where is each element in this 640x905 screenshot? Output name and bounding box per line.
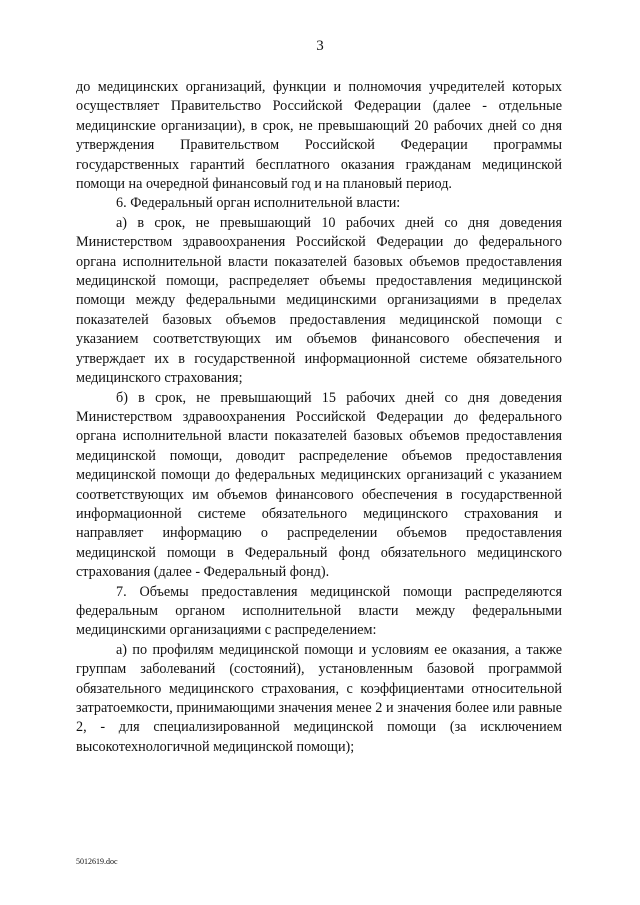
page-number: 3: [316, 38, 324, 54]
paragraph-section-7a: а) по профилям медицинской помощи и условиям ее оказания, а также группам заболеваний (состояний), установленным базовой программой обязательного медицинского страхования, с коэффициентами относительной затратоемкости, принимающими значения менее 2 и значения более или равные 2, - для специализированной медицинской помощи (за исключением высокотехнологичной медицинской помощи);: [76, 641, 562, 755]
paragraph-section-6a: а) в срок, не превышающий 10 рабочих дней со дня доведения Министерством здравоохранения Российской Федерации до федерального органа исполнительной власти показателей базовых объемов предоставления медицинской помощи, распределяет объемы предоставления медицинской помощи между федеральными медицинскими организациями в пределах показателей базовых объемов предоставления медицинской помощи с указанием соответствующих им объемов финансового обеспечения и утверждает их в государственной информационной системе обязательного медицинского страхования;: [76, 214, 562, 387]
paragraph-section-6: 6. Федеральный орган исполнительной власти:: [116, 195, 401, 212]
paragraph-section-7: 7. Объемы предоставления медицинской помощи распределяются федеральным органом исполнительной власти между федеральными медицинскими организациями с распределением:: [76, 583, 562, 639]
document-body: [76, 78, 562, 757]
paragraph-section-6b: б) в срок, не превышающий 15 рабочих дней со дня доведения Министерством здравоохранения Российской Федерации до федерального органа исполнительной власти показателей базовых объемов предоставления медицинской помощи, доводит распределение объемов предоставления медицинской помощи до федеральных медицинских организаций с указанием соответствующих им объемов финансового обеспечения в государственной информационной системе обязательного медицинского страхования и направляет информацию о распределении объемов предоставления медицинской помощи в Федеральный фонд обязательного медицинского страхования (далее - Федеральный фонд).: [76, 389, 562, 581]
paragraph-continuation: до медицинских организаций, функции и полномочия учредителей которых осуществляет Правительство Российской Федерации (далее - отдельные медицинские организации), в срок, не превышающий 20 рабочих дней со дня утверждения Правительством Российской Федерации программы государственных гарантий бесплатного оказания гражданам медицинской помощи на очередной финансовый год и на плановый период.: [76, 79, 562, 193]
file-footer: 5012619.doc: [76, 857, 118, 866]
